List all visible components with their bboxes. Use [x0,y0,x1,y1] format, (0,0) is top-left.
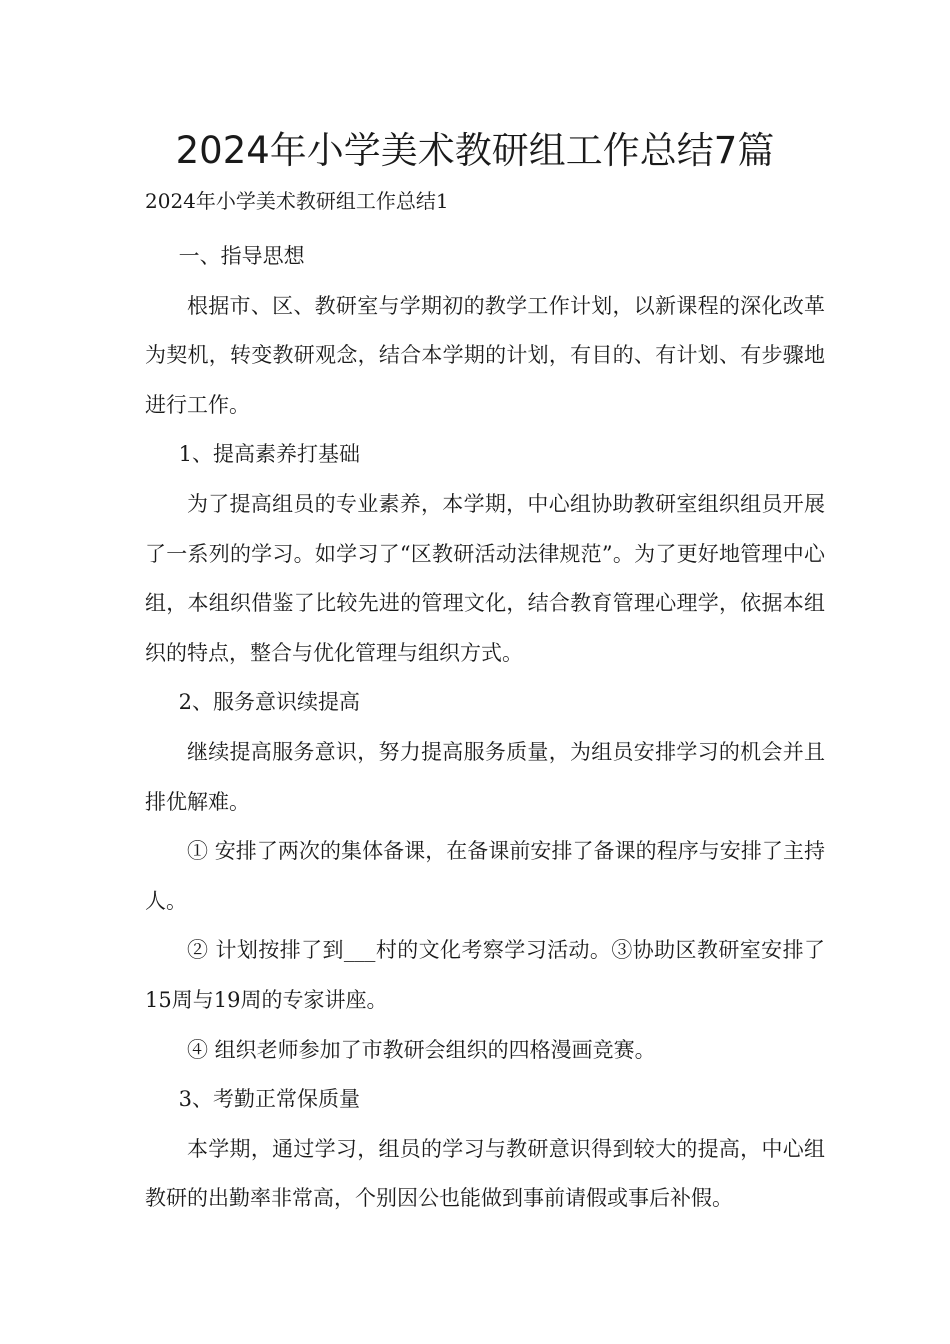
list-item: ④ 组织老师参加了市教研会组织的四格漫画竞赛。 [187,1037,656,1062]
list-item: ② 计划按排了到___村的文化考察学习活动。③协助区教研室安排了15周与19周的专家讲座。 [145,938,825,1012]
section-heading: 3、考勤正常保质量 [178,1087,360,1112]
document-body [145,232,825,1224]
list-item: ① 安排了两次的集体备课，在备课前安排了备课的程序与安排了主持人。 [145,839,825,913]
body-paragraph: 根据市、区、教研室与学期初的教学工作计划，以新课程的深化改革为契机，转变教研观念，结合本学期的计划，有目的、有计划、有步骤地进行工作。 [145,293,825,417]
section-heading: 1、提高素养打基础 [178,442,360,467]
body-paragraph: 为了提高组员的专业素养，本学期，中心组协助教研室组织组员开展了一系列的学习。如学习了“区教研活动法律规范”。为了更好地管理中心组，本组织借鉴了比较先进的管理文化，结合教育管理心理学，依据本组织的特点，整合与优化管理与组织方式。 [145,491,825,665]
body-paragraph: 本学期，通过学习，组员的学习与教研意识得到较大的提高，中心组教研的出勤率非常高，个别因公也能做到事前请假或事后补假。 [145,1136,825,1211]
document-subtitle: 2024年小学美术教研组工作总结1 [145,189,449,213]
body-paragraph: 继续提高服务意识，努力提高服务质量，为组员安排学习的机会并且排优解难。 [145,739,825,814]
section-heading: 2、服务意识续提高 [178,690,360,715]
section-heading: 一、指导思想 [178,244,305,268]
document-title: 2024年小学美术教研组工作总结7篇 [175,129,775,172]
